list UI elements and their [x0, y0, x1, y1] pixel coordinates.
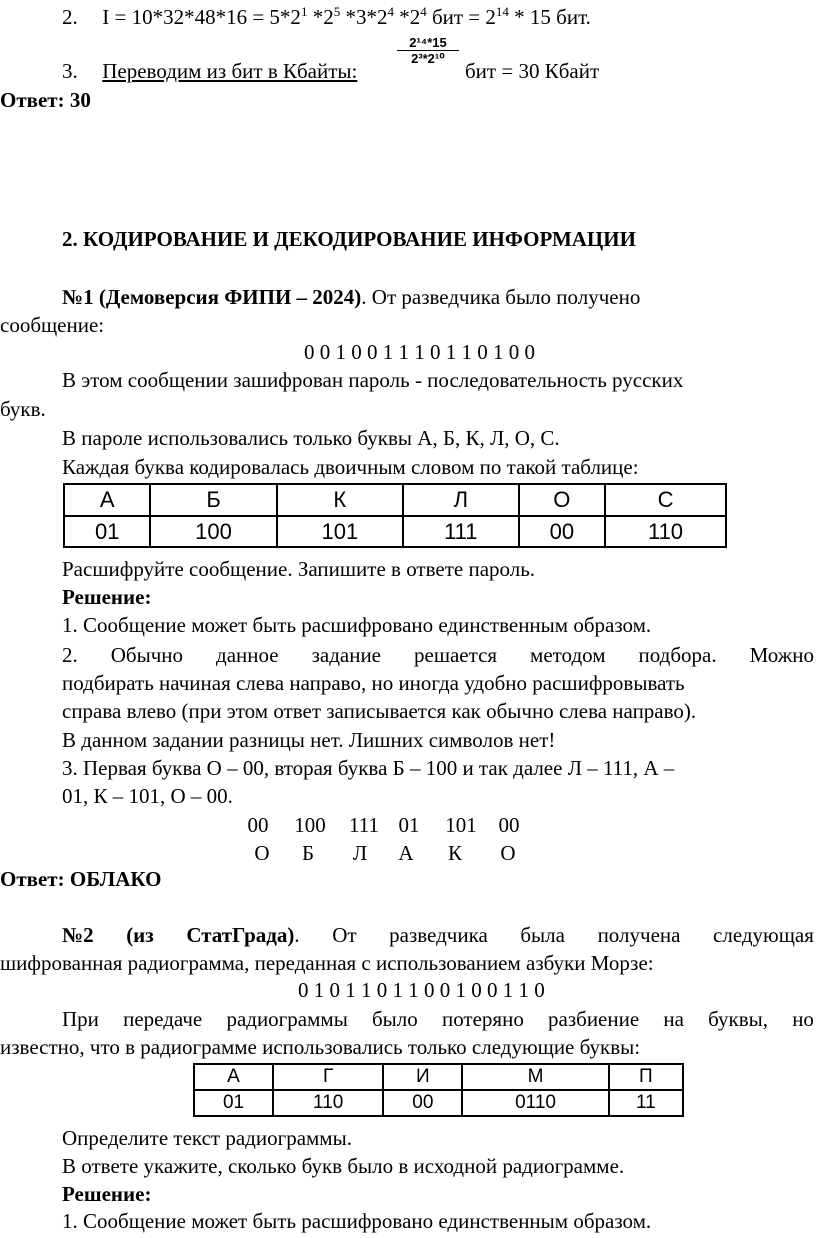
table-cell: 110: [605, 516, 726, 547]
task-1-solution-step-2: 2. Обычно данное задание решается методом подбора. Можно: [62, 643, 814, 667]
table-cell: 110: [273, 1090, 383, 1116]
decode-code: 00: [498, 813, 520, 837]
task-2-paragraph-1: При передаче радиограммы было потеряно разбиение на буквы, но: [62, 1007, 814, 1031]
table-cell: Л: [403, 484, 519, 516]
task-1-title: №1 (Демоверсия ФИПИ – 2024): [62, 285, 362, 309]
table-cell: А: [194, 1064, 273, 1090]
step-3-result: бит = 30 Кбайт: [465, 59, 600, 83]
table-row: [64, 484, 726, 516]
task-2-code-table: [193, 1063, 684, 1117]
task-1-paragraph-1: В этом сообщении зашифрован пароль - последовательность русских: [62, 368, 684, 392]
table-cell: 00: [519, 516, 605, 547]
bits-to-kbytes-fraction: $\frac{\text{2¹⁴*15}}{\text{2³*2¹⁰}}$: [397, 35, 459, 67]
table-cell: 01: [64, 516, 150, 547]
table-cell: 111: [403, 516, 519, 547]
decode-letter: О: [500, 841, 516, 865]
task-1-paragraph-3: Каждая буква кодировалась двоичным словом по такой таблице:: [62, 455, 639, 479]
section-title: 2. КОДИРОВАНИЕ И ДЕКОДИРОВАНИЕ ИНФОРМАЦИИ: [62, 227, 636, 251]
table-row: [194, 1064, 683, 1090]
task-1-message: 0 0 1 0 0 1 1 1 0 1 1 0 1 0 0: [304, 340, 535, 364]
table-cell: 11: [609, 1090, 683, 1116]
step-3-link: Переводим из бит в Кбайты:: [102, 59, 358, 83]
answer-1: Ответ: 30: [0, 88, 91, 112]
task-1-solution-step-3: 3. Первая буква О – 00, вторая буква Б – 100 и так далее Л – 111, А –: [62, 756, 675, 780]
table-cell: Г: [273, 1064, 383, 1090]
table-cell: К: [277, 484, 403, 516]
table-cell: С: [605, 484, 726, 516]
task-1-code-table: [63, 483, 727, 548]
step-number: 2.: [62, 5, 78, 29]
table-cell: 00: [383, 1090, 462, 1116]
table-cell: Б: [150, 484, 276, 516]
task-2-paragraph-1-cont: известно, что в радиограмме использовались только следующие буквы:: [0, 1035, 641, 1059]
table-cell: 01: [194, 1090, 273, 1116]
table-cell: 101: [277, 516, 403, 547]
task-1-solution-label: Решение:: [62, 585, 152, 609]
table-cell: 100: [150, 516, 276, 547]
task-1-solution-step-3-cont: 01, К – 101, О – 00.: [62, 784, 233, 808]
task-1-question: Расшифруйте сообщение. Запишите в ответе пароль.: [62, 557, 536, 581]
task-2-solution-step-1: 1. Сообщение может быть расшифровано единственным образом.: [62, 1209, 652, 1233]
task-2-source: СтатГрада): [186, 923, 295, 947]
task-1-solution-step-2-cont: справа влево (при этом ответ записывается как обычно слева направо).: [62, 699, 697, 723]
decode-code: 101: [445, 813, 477, 837]
table-cell: М: [462, 1064, 608, 1090]
table-cell: А: [64, 484, 150, 516]
task-1-intro: №1 (Демоверсия ФИПИ – 2024). От разведчика было получено: [62, 285, 641, 309]
decode-code: 01: [398, 813, 420, 837]
decode-letter: Б: [301, 841, 315, 865]
decode-code: 00: [247, 813, 269, 837]
table-row: [194, 1090, 683, 1116]
task-2-intro-cont: шифрованная радиограмма, переданная с использованием азбуки Морзе:: [0, 951, 654, 975]
decode-code: 100: [294, 813, 326, 837]
decode-letter: А: [398, 841, 414, 865]
task-1-paragraph-1-cont: букв.: [0, 397, 46, 421]
table-cell: П: [609, 1064, 683, 1090]
task-1-intro-cont: сообщение:: [0, 313, 105, 337]
task-1-solution-step-2-cont: подбирать начиная слева направо, но иногда удобно расшифровывать: [62, 671, 685, 695]
table-cell: И: [383, 1064, 462, 1090]
task-1-solution-step-1: 1. Сообщение может быть расшифровано единственным образом.: [62, 613, 652, 637]
decode-letter: О: [254, 841, 270, 865]
decode-letter: К: [447, 841, 462, 865]
task-2-message: 0 1 0 1 1 0 1 1 0 0 1 0 0 1 1 0: [298, 978, 545, 1002]
table-cell: О: [519, 484, 605, 516]
table-cell: 0110: [462, 1090, 608, 1116]
table-row: [64, 516, 726, 547]
task-1-answer: Ответ: ОБЛАКО: [0, 867, 162, 891]
task-2-question-2: В ответе укажите, сколько букв было в исходной радиограмме.: [62, 1154, 625, 1178]
decode-letter: Л: [352, 841, 368, 865]
step-3-line: 3. Переводим из бит в Кбайты:: [62, 59, 358, 83]
task-2-intro: №2 (из СтатГрада). От разведчика была получена следующая: [62, 923, 814, 947]
task-1-solution-step-2-cont: В данном задании разницы нет. Лишних символов нет!: [62, 728, 556, 752]
task-2-solution-label: Решение:: [62, 1182, 152, 1206]
task-2-question-1: Определите текст радиограммы.: [62, 1126, 352, 1150]
task-1-paragraph-2: В пароле использовались только буквы А, Б, К, Л, О, С.: [62, 426, 560, 450]
step-2-line: 2. $I = 10*32*48*16 = 5*2^1$ $*2^5$ $*3*2^4$ $*2^4$ бит = $2^{14} * 15$ бит.: [62, 4, 591, 29]
decode-code: 111: [349, 813, 379, 837]
